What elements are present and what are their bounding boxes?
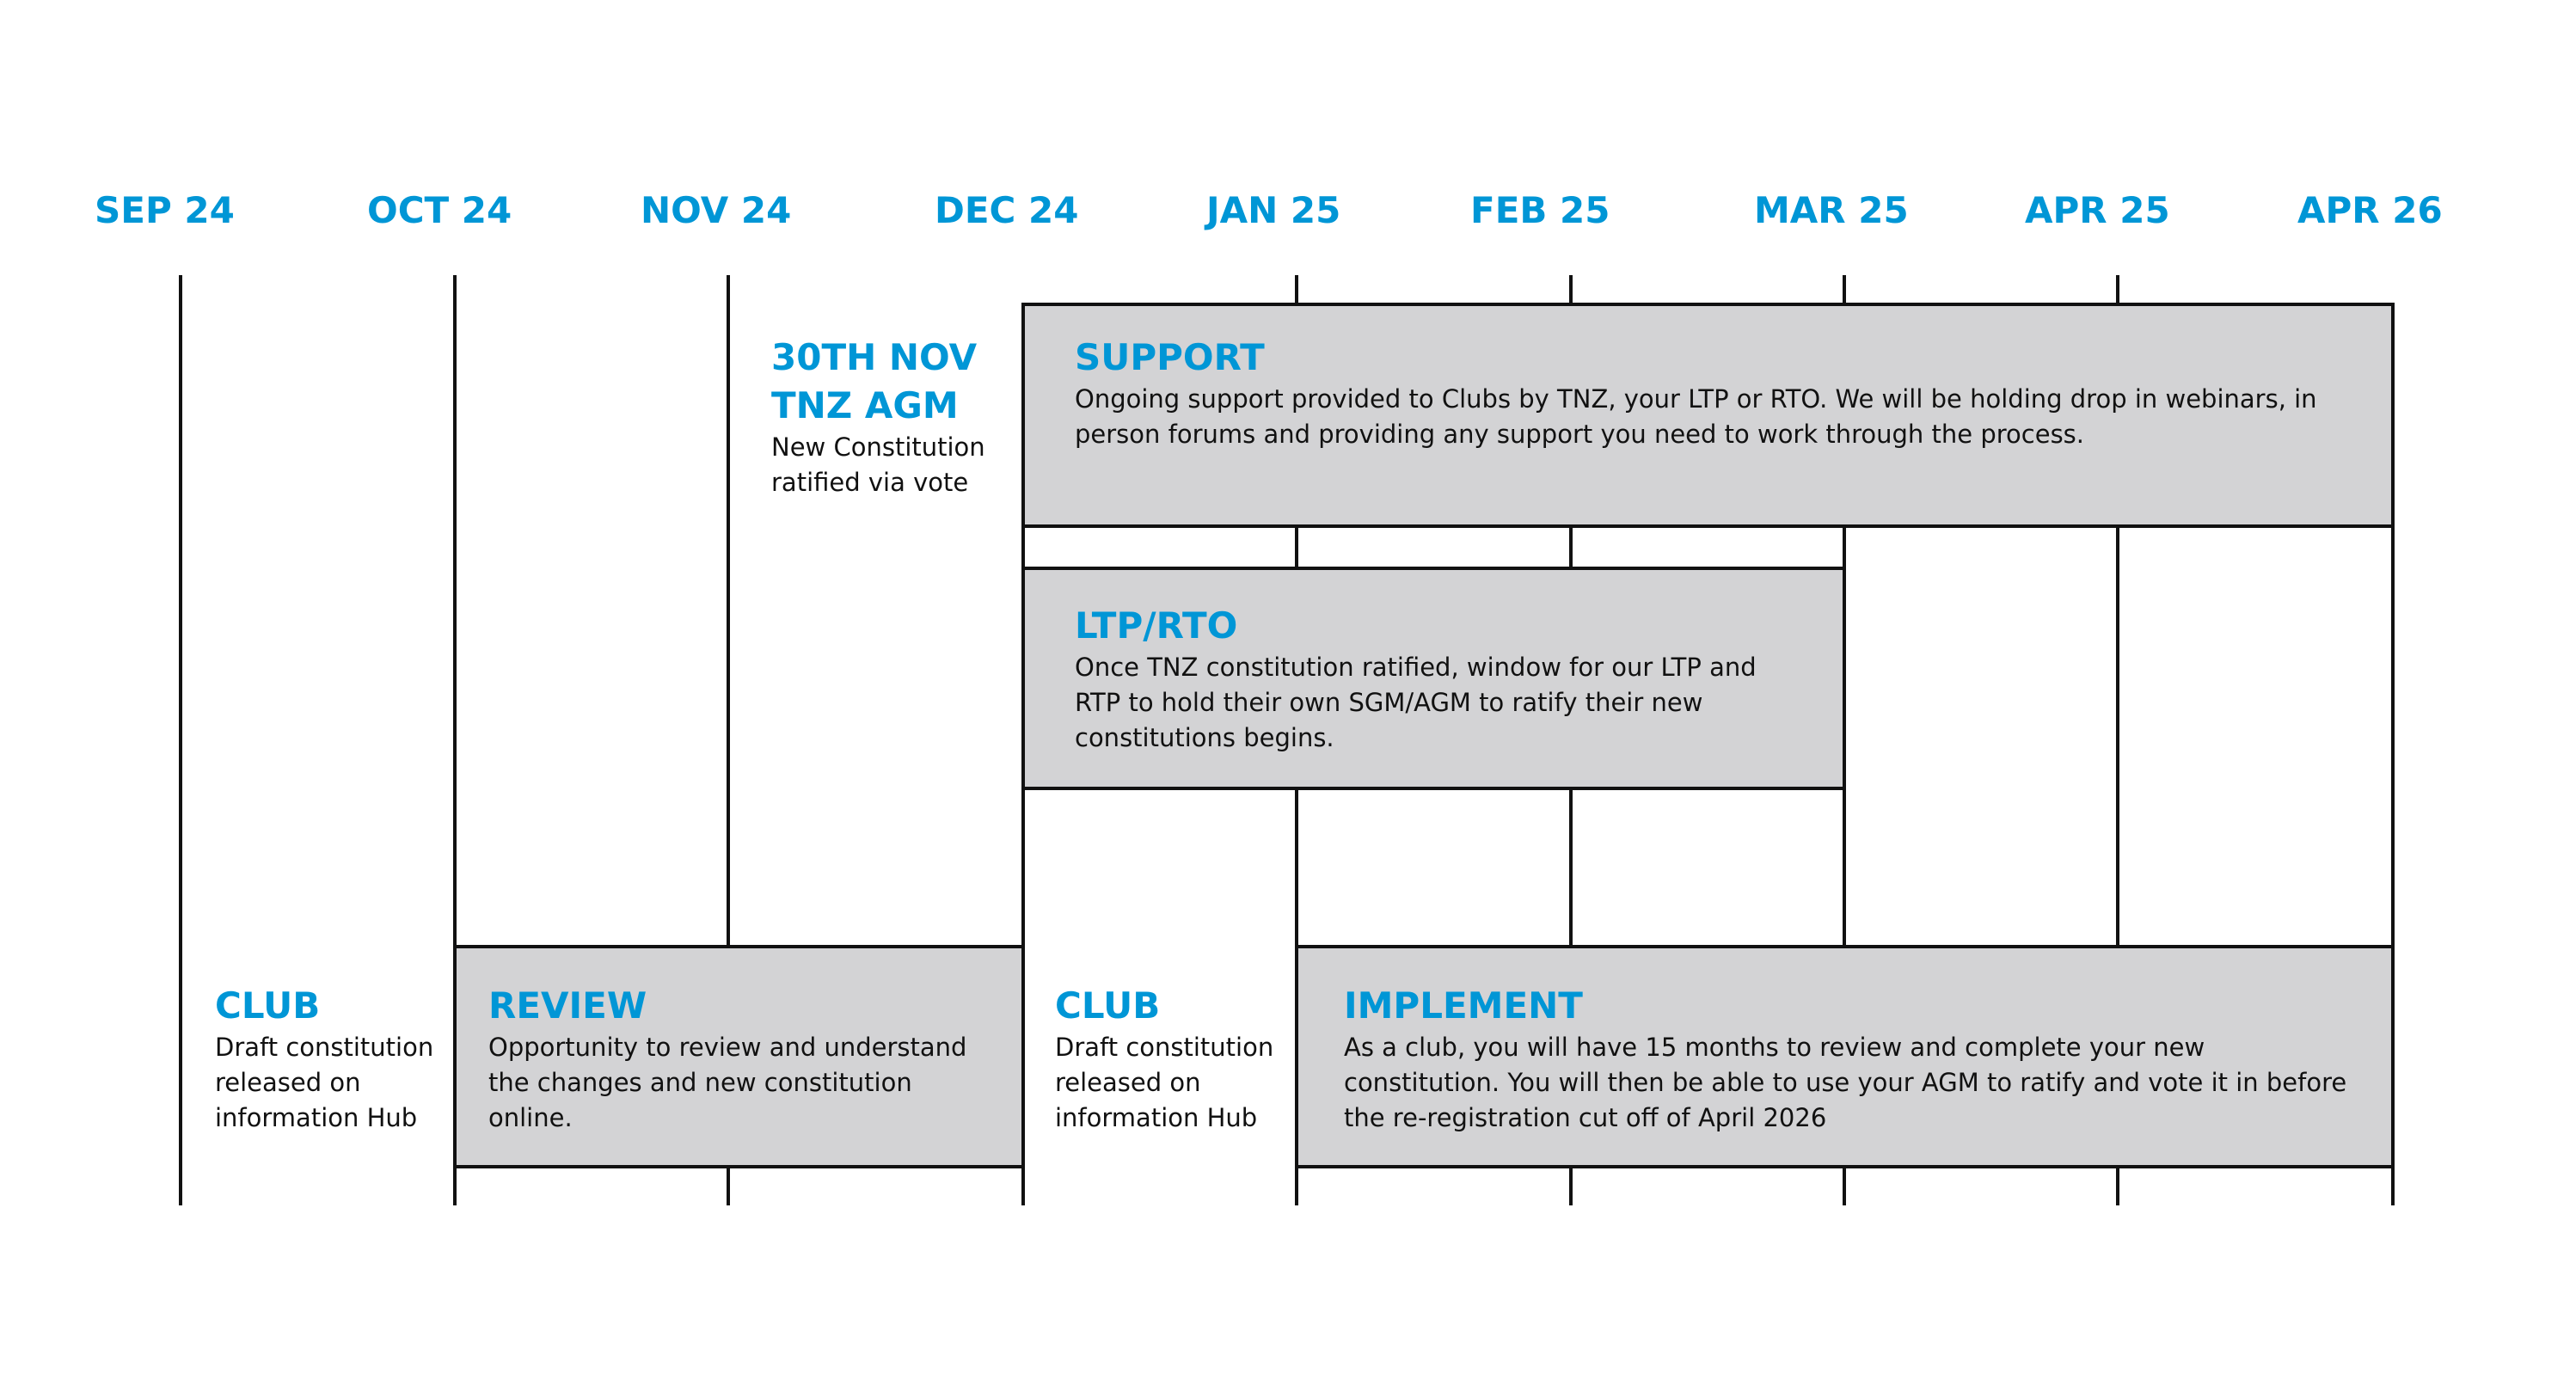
support-title: SUPPORT	[1075, 336, 1265, 378]
club-title: CLUB	[215, 984, 321, 1027]
ltp-rto-description-line: constitutions begins.	[1075, 723, 1334, 752]
review-description-line: online.	[488, 1103, 573, 1132]
ltp-rto-description	[1075, 650, 1757, 756]
agm-description	[771, 430, 985, 500]
ltp-rto-description-line: RTP to hold their own SGM/AGM to ratify their new	[1075, 688, 1703, 717]
agm-description-line: New Constitution	[771, 432, 985, 462]
ltp-rto-title: LTP/RTO	[1075, 604, 1238, 647]
month-label-mar-25: MAR 25	[1754, 189, 1909, 231]
timeline-line-sep-24	[179, 275, 182, 1205]
review-description	[488, 1030, 966, 1136]
implement-description-line: the re-registration cut off of April 2026	[1344, 1103, 1827, 1132]
club-label-first	[215, 982, 433, 1136]
club-description-line: released on	[1055, 1068, 1201, 1097]
review-label	[488, 982, 966, 1136]
club-description-line: information Hub	[1055, 1103, 1258, 1132]
support-description-line: Ongoing support provided to Clubs by TNZ, your LTP or RTO. We will be holding drop in webinars, in	[1075, 384, 2317, 414]
month-label-nov-24: NOV 24	[641, 189, 792, 231]
club-description	[215, 1030, 433, 1136]
agm-title-line: 30TH NOV	[771, 336, 978, 378]
month-label-dec-24: DEC 24	[935, 189, 1079, 231]
month-label-apr-25: APR 25	[2025, 189, 2170, 231]
month-label-oct-24: OCT 24	[367, 189, 512, 231]
review-description-line: the changes and new constitution	[488, 1068, 912, 1097]
support-description	[1075, 382, 2317, 452]
club-description-line: Draft constitution	[1055, 1033, 1274, 1062]
month-label-feb-25: FEB 25	[1470, 189, 1610, 231]
agm-label	[771, 334, 985, 500]
ltp-rto-description-line: Once TNZ constitution ratified, window for our LTP and	[1075, 653, 1757, 682]
month-label-sep-24: SEP 24	[95, 189, 235, 231]
club-description-line: released on	[215, 1068, 361, 1097]
club-description	[1055, 1030, 1273, 1136]
support-description-line: person forums and providing any support you need to work through the process.	[1075, 420, 2085, 449]
club-description-line: Draft constitution	[215, 1033, 434, 1062]
implement-label	[1344, 982, 2346, 1136]
month-label-jan-25: JAN 25	[1206, 189, 1341, 231]
club-title: CLUB	[1055, 984, 1161, 1027]
support-label	[1075, 334, 2317, 452]
club-description-line: information Hub	[215, 1103, 418, 1132]
agm-title	[771, 334, 985, 430]
implement-description	[1344, 1030, 2346, 1136]
month-label-apr-26: APR 26	[2297, 189, 2443, 231]
review-title: REVIEW	[488, 984, 647, 1027]
implement-title: IMPLEMENT	[1344, 984, 1583, 1027]
review-description-line: Opportunity to review and understand	[488, 1033, 967, 1062]
agm-title-line: TNZ AGM	[771, 384, 959, 426]
ltp-rto-label	[1075, 602, 1757, 756]
agm-description-line: ratified via vote	[771, 468, 969, 497]
implement-description-line: As a club, you will have 15 months to review and complete your new	[1344, 1033, 2205, 1062]
implement-description-line: constitution. You will then be able to use your AGM to ratify and vote it in before	[1344, 1068, 2347, 1097]
club-label-second	[1055, 982, 1273, 1136]
